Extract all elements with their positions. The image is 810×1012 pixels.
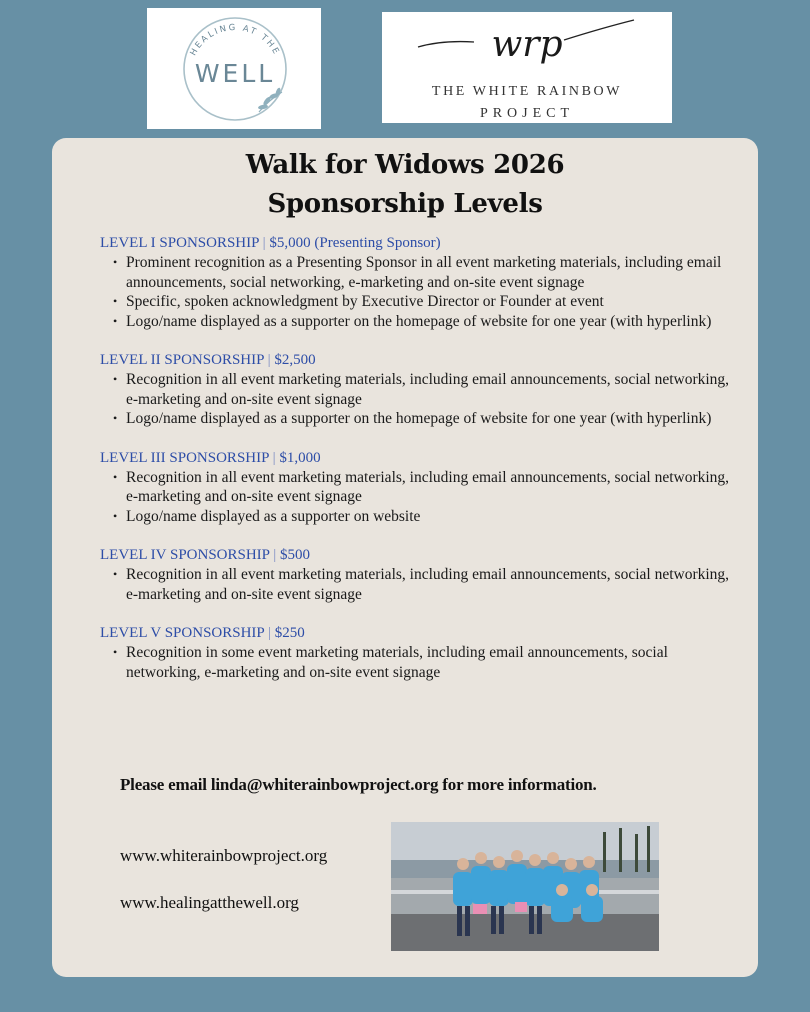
sponsorship-levels: [100, 234, 740, 702]
level-amount: $5,000 (Presenting Sponsor): [269, 235, 441, 251]
wrp-line1: THE WHITE RAINBOW: [431, 84, 623, 99]
bullet-icon: •: [113, 567, 118, 581]
level-separator: |: [267, 625, 271, 641]
page-title-line2: Sponsorship Levels: [267, 189, 543, 219]
benefit-item: [100, 292, 740, 312]
benefit-text: Logo/name displayed as a supporter on website: [126, 507, 421, 525]
benefit-text: Recognition in all event marketing materials, including email announcements, social networking, e-marketing and on-site event signage: [126, 468, 730, 505]
level-amount: $500: [279, 547, 310, 563]
level-benefits: [100, 565, 740, 604]
flourish-left: [418, 42, 474, 47]
bullet-icon: •: [113, 469, 118, 484]
level-separator: |: [273, 547, 277, 563]
benefit-item: [100, 468, 740, 507]
white-rainbow-project-logo: [382, 12, 672, 123]
benefit-item: [100, 643, 740, 682]
website-healing[interactable]: www.healingatthewell.org: [120, 893, 299, 912]
benefit-text: Logo/name displayed as a supporter on the homepage of website for one year (with hyperlink): [126, 410, 712, 427]
level-separator: |: [272, 449, 276, 466]
level-3: [100, 449, 740, 527]
website-wrp[interactable]: www.whiterainbowproject.org: [120, 846, 328, 865]
level-name: LEVEL I SPONSORSHIP: [100, 235, 259, 251]
level-benefits: [100, 370, 740, 429]
bullet-icon: •: [113, 645, 118, 659]
level-amount: $1,000: [279, 449, 321, 466]
level-heading: [100, 449, 740, 468]
level-name: LEVEL III SPONSORSHIP: [100, 449, 269, 466]
level-benefits: [100, 468, 740, 527]
benefit-text: Recognition in all event marketing materials, including email announcements, social networking, e-marketing and on-site event signage: [126, 371, 730, 408]
wrp-logo-graphic: [382, 12, 672, 123]
benefit-text: Specific, spoken acknowledgment by Executive Director or Founder at event: [126, 293, 604, 310]
level-heading: [100, 546, 740, 565]
flourish-right: [564, 20, 634, 40]
logo-arc-text: HEALING AT THE: [188, 22, 282, 58]
benefit-text: Recognition in all event marketing materials, including email announcements, social networking, e-marketing and on-site event signage: [126, 566, 730, 603]
bullet-icon: •: [113, 255, 118, 269]
level-benefits: [100, 253, 740, 331]
wrp-line2: PROJECT: [479, 106, 575, 121]
level-5: [100, 624, 740, 682]
level-separator: |: [267, 352, 271, 368]
level-name: LEVEL IV SPONSORSHIP: [100, 547, 270, 563]
level-amount: $2,500: [274, 352, 316, 368]
level-4: [100, 546, 740, 604]
level-heading: [100, 351, 740, 370]
benefit-item: [100, 565, 740, 604]
level-heading: [100, 624, 740, 643]
wrp-monogram: wrp: [491, 24, 563, 65]
healing-logo-graphic: [147, 8, 321, 129]
leaf-sprig-icon: [258, 87, 282, 112]
benefit-text: Prominent recognition as a Presenting Sponsor in all event marketing materials, including email announcements, social networking, e-marketing and on-site event signage: [126, 254, 722, 291]
logo-main-text: WELL: [194, 59, 276, 88]
bullet-icon: •: [113, 313, 118, 328]
level-separator: |: [262, 235, 266, 251]
level-heading: [100, 234, 740, 253]
page-title-line1: Walk for Widows 2026: [245, 150, 565, 180]
sponsorship-card: [52, 138, 758, 977]
level-benefits: [100, 643, 740, 682]
group-photo: [391, 822, 659, 951]
level-name: LEVEL V SPONSORSHIP: [100, 625, 265, 641]
healing-at-the-well-logo: [147, 8, 321, 129]
bullet-icon: •: [113, 372, 118, 386]
level-name: LEVEL II SPONSORSHIP: [100, 352, 264, 368]
level-2: [100, 351, 740, 429]
benefit-item: [100, 370, 740, 409]
benefit-item: [100, 507, 740, 527]
benefit-text: Recognition in some event marketing materials, including email announcements, social networking, e-marketing and on-site event signage: [126, 644, 668, 681]
benefit-item: [100, 409, 740, 429]
group-photo-illustration: [391, 822, 659, 951]
benefit-text: Logo/name displayed as a supporter on the homepage of website for one year (with hyperlink): [126, 312, 712, 330]
level-amount: $250: [274, 625, 305, 641]
bullet-icon: •: [113, 411, 118, 425]
contact-email-line: Please email linda@whiterainbowproject.org for more information.: [120, 775, 597, 794]
bullet-icon: •: [113, 294, 118, 308]
benefit-item: [100, 312, 740, 332]
level-1: [100, 234, 740, 331]
bullet-icon: •: [113, 508, 118, 523]
benefit-item: [100, 253, 740, 292]
